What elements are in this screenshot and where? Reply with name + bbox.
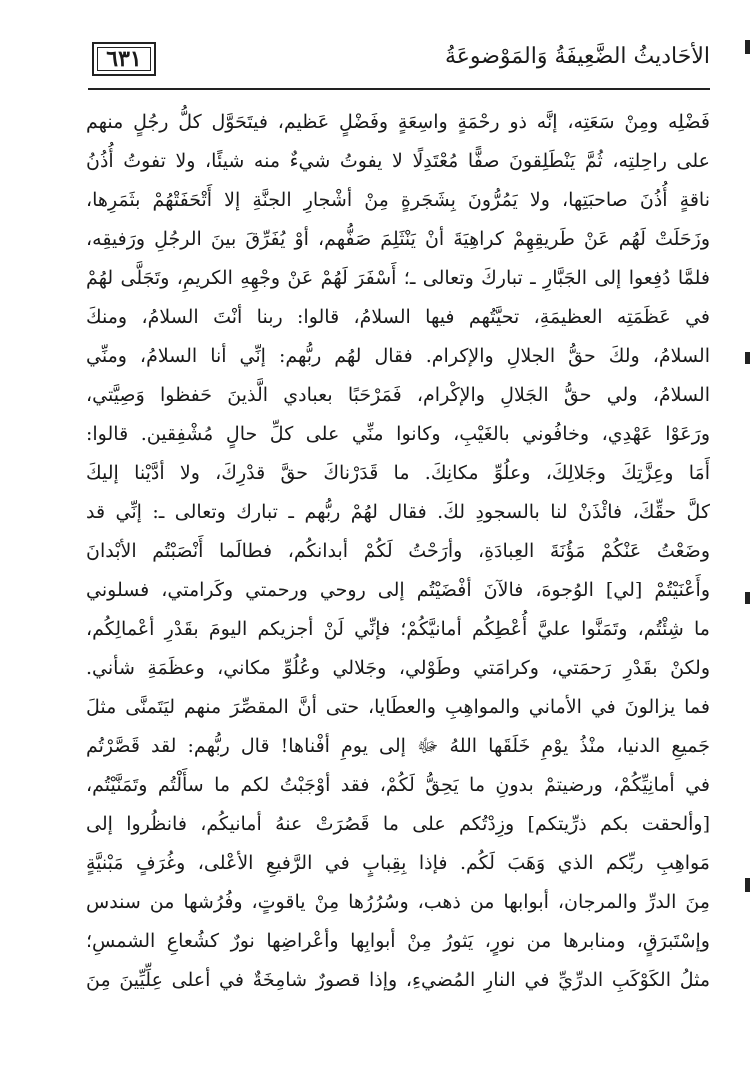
text-line: وأَعْنَيْتُمْ [لي] الوُجوهَ، فالآنَ أفْضَيْتُم إلى روحي ورحمتي وكَرامتي، فسلوني xyxy=(86,579,710,601)
text-line: وزَحَلَتْ لَهُم عَنْ طَريقِهِمْ كراهِيَةَ أنْ يَنْثَلِمَ صَفُّهم، أوْ يُفَرِّقَ بينَ الرجُلِ ورَفيقِه، xyxy=(86,228,710,250)
scan-edge-mark xyxy=(745,592,750,604)
page-number: ٦٣١ xyxy=(106,46,142,72)
running-title: الأحَاديثُ الضَّعِيفَةُ وَالمَوْضوعَةُ xyxy=(444,44,710,69)
page-header xyxy=(88,38,710,90)
text-line: أَمَا وعِزَّتِكَ وجَلالِكَ، وعلُوِّ مكانِكَ. ما قَدَرْناكَ حقَّ قدْرِكَ، ولا أدَّيْنا إليكَ xyxy=(86,462,710,484)
text-line: ناقةٍ أُذُنَ صاحبَتِها، ولا يَمُرُّونَ بِشَجَرةٍ مِنْ أشْجارِ الجنَّةِ إلا أَتْحَفَتْهُمْ بثَمَرِها، xyxy=(86,189,710,211)
text-line: على راحِلتِه، ثُمَّ يَنْطَلِقونَ صفًّا مُعْتَدِلًا لا يفوتُ شيءٌ منه شيئًا، ولا تفوتُ أُذُنُ xyxy=(86,150,710,172)
page-number-box xyxy=(92,42,156,76)
text-line: فلمَّا دُفِعوا إلى الجَبَّارِ ـ تباركَ وتعالى ـ؛ أَسْفَرَ لَهُمْ عَنْ وجْهِهِ الكريمِ، وتَجَلَّى لهُمْ xyxy=(86,267,710,289)
text-line: [وألحقت بكم ذرِّيتكم] وزِدْتُكم على ما قَصُرَتْ عنهُ أمانيكُم، فانظُروا إلى xyxy=(86,813,710,835)
text-line: مِنَ الدرِّ والمرجان، أبوابها من ذهب، وسُرُرُها مِنْ ياقوتٍ، وفُرُشها من سندس xyxy=(86,891,710,913)
text-line: فَضْلِه ومِنْ سَعَتِه، إنَّه ذو رحْمَةٍ واسِعَةٍ وفَضْلٍ عَظيم، فيتَحَوَّل كلُّ رجُلٍ منهم xyxy=(86,111,710,133)
text-line: مثلُ الكَوْكَبِ الدرِّيِّ في النارِ المُضيءِ، وإذا قصورٌ شامِخَةٌ في أعلى عِلِّيِّينَ مِنَ xyxy=(86,969,710,991)
text-line: في عَظَمَتِه العظيمَةِ، تحيَّتُهم فيها السلامُ، قالوا: ربنا أنْتَ السلامُ، ومنكَ xyxy=(86,306,710,328)
scan-edge-mark xyxy=(745,352,750,364)
text-line: ورَعَوْا عَهْدِي، وخافُوني بالغَيْبِ، وكانوا منِّي على كلِّ حالٍ مُشْفِقين. قالوا: xyxy=(86,423,710,445)
body-text xyxy=(86,100,710,1000)
text-line: كلَّ حقِّكَ، فائْذَنْ لنا بالسجودِ لكَ. فقال لهُمْ ربُّهم ـ تبارك وتعالى ـ: إنِّي قد xyxy=(86,501,710,523)
text-line: وضَعْتُ عَنْكُمْ مَؤُنَةَ العِبادَةِ، وأرَحْتُ لَكُمْ أبدانكُم، فطالَما أَنْصَبْتُم الأبْدانَ xyxy=(86,540,710,562)
text-line: السلامُ، ولكَ حقُّ الجلالِ والإكرام. فقال لهُم ربُّهم: إنِّي أنا السلامُ، ومنِّي xyxy=(86,345,710,367)
text-line: مَواهِبِ ربِّكم الذي وَهَبَ لَكُم. فإذا بِقِبابٍ في الرَّفيعِ الأعْلى، وغُرَفٍ مَبْنيَّةٍ xyxy=(86,852,710,874)
text-line: فما يزالونَ في الأماني والمواهِبِ والعطَايا، حتى أنَّ المقصِّرَ منهم ليَتَمنَّى مثلَ xyxy=(86,696,710,718)
text-line: ما شِئْتُم، وتَمَنَّوا عليَّ أُعْطِكُم أمانيَّكُمْ؛ فإنِّي لَنْ أجزيكم اليومَ بقَدْرِ أعْمالِكُم، xyxy=(86,618,710,640)
text-line: ولكنْ بقَدْرِ رَحمَتي، وكرامَتي وطَوْلي، وجَلالي وعُلُوِّ مكاني، وعظَمَةِ شأني. xyxy=(86,657,710,679)
text-line: وإسْتَبرَقٍ، ومنابرها من نورٍ، يَثورُ مِنْ أبوابِها وأعْراضِها نورٌ كشُعاعِ الشمسِ؛ xyxy=(86,930,710,952)
scan-edge-mark xyxy=(745,40,750,54)
text-line: في أمانِيِّكُمْ، ورضيتمْ بدونِ ما يَحِقُّ لَكُمْ، فقد أوْجَبْتُ لكم ما سأَلْتُم وتَمَنَّيْتُم، xyxy=(86,774,710,796)
text-line: جَميعِ الدنيا، منْذُ يوْمِ خَلَقَها اللهُ ﷻ إلى يومِ أفْناها! قال ربُّهم: لقد قَصَّرْتُم xyxy=(86,735,710,757)
text-line: السلامُ، ولي حقُّ الجَلالِ والإكْرام، فَمَرْحَبًا بعبادي الَّذينَ حَفظوا وَصِيَّتي، xyxy=(86,384,710,406)
scan-edge-mark xyxy=(745,878,750,892)
